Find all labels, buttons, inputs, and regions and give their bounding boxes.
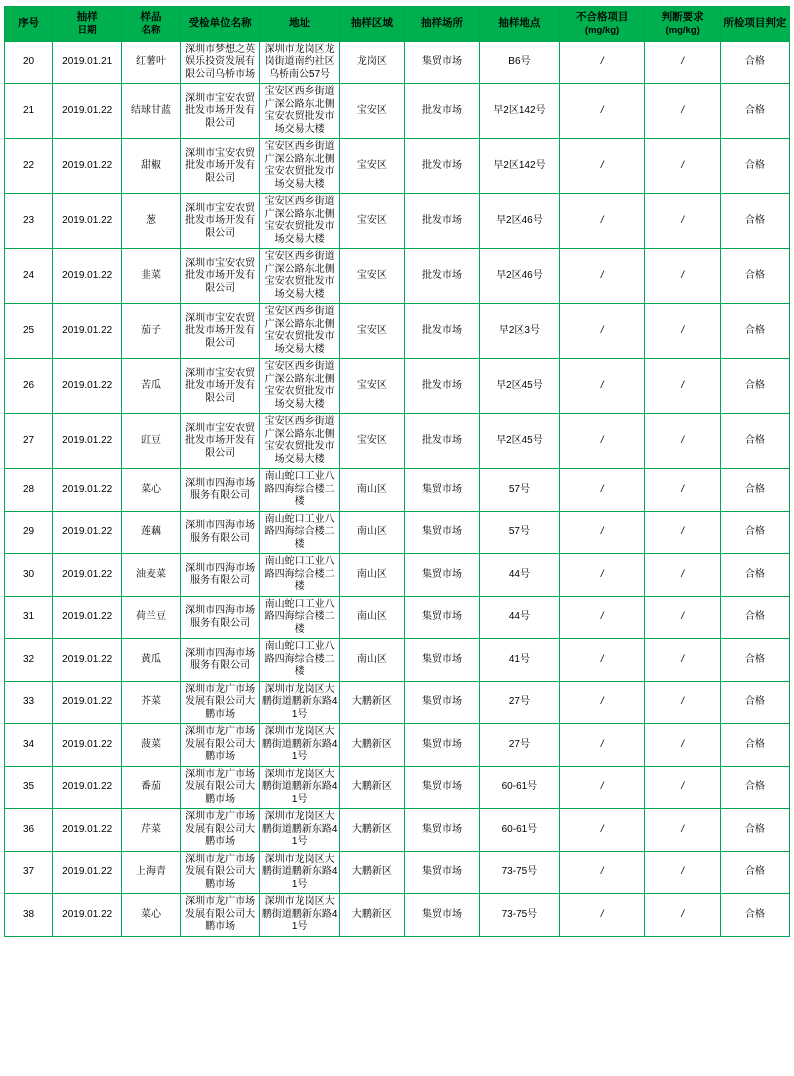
cell-spot: 57号	[480, 511, 560, 554]
cell-place: 集贸市场	[404, 554, 479, 597]
cell-place: 批发市场	[404, 304, 479, 359]
cell-sample-name: 豇豆	[122, 414, 181, 469]
cell-sample-name: 葱	[122, 194, 181, 249]
cell-spot: 60-61号	[480, 809, 560, 852]
cell-verdict: 合格	[720, 359, 789, 414]
cell-unit: 深圳市宝安农贸批发市场开发有限公司	[180, 84, 260, 139]
cell-area: 宝安区	[339, 84, 404, 139]
cell-sampling-date: 2019.01.22	[53, 596, 122, 639]
cell-area: 南山区	[339, 469, 404, 512]
cell-address: 宝安区西乡街道广深公路东北侧宝安农贸批发市场交易大楼	[260, 139, 340, 194]
cell-address: 南山蛇口工业八路四海综合楼二楼	[260, 554, 340, 597]
col-header-place	[404, 7, 479, 42]
cell-sampling-date: 2019.01.22	[53, 194, 122, 249]
col-header-sampling-date-main: 抽样	[76, 11, 98, 23]
cell-address: 深圳市龙岗区大鹏街道鹏新东路41号	[260, 894, 340, 937]
cell-area: 大鹏新区	[339, 681, 404, 724]
cell-failed-item: /	[559, 139, 645, 194]
cell-spot: 73-75号	[480, 894, 560, 937]
cell-area: 南山区	[339, 554, 404, 597]
col-header-area-main: 抽样区域	[350, 17, 393, 30]
cell-sampling-date: 2019.01.22	[53, 639, 122, 682]
header-row	[5, 7, 790, 42]
cell-sample-name: 芹菜	[122, 809, 181, 852]
cell-spot: 60-61号	[480, 766, 560, 809]
cell-unit: 深圳市龙广市场发展有限公司大鹏市场	[180, 766, 260, 809]
table-row	[5, 894, 790, 937]
cell-failed-item: /	[559, 84, 645, 139]
cell-sampling-date: 2019.01.22	[53, 469, 122, 512]
cell-verdict: 合格	[720, 809, 789, 852]
cell-index: 35	[5, 766, 53, 809]
cell-sample-name: 黄瓜	[122, 639, 181, 682]
cell-requirement: /	[645, 194, 720, 249]
cell-spot: 早2区45号	[480, 414, 560, 469]
cell-requirement: /	[645, 639, 720, 682]
table-row	[5, 304, 790, 359]
cell-spot: 73-75号	[480, 851, 560, 894]
cell-requirement: /	[645, 511, 720, 554]
cell-sample-name: 番茄	[122, 766, 181, 809]
cell-index: 33	[5, 681, 53, 724]
cell-index: 31	[5, 596, 53, 639]
col-header-requirement-sub: (mg/kg)	[665, 24, 700, 36]
cell-failed-item: /	[559, 766, 645, 809]
cell-index: 21	[5, 84, 53, 139]
cell-sampling-date: 2019.01.22	[53, 139, 122, 194]
cell-sampling-date: 2019.01.22	[53, 809, 122, 852]
cell-verdict: 合格	[720, 894, 789, 937]
cell-index: 23	[5, 194, 53, 249]
cell-place: 集贸市场	[404, 724, 479, 767]
cell-address: 宝安区西乡街道广深公路东北侧宝安农贸批发市场交易大楼	[260, 249, 340, 304]
cell-spot: 早2区45号	[480, 359, 560, 414]
col-header-sampling-date	[53, 7, 122, 42]
cell-unit: 深圳市梦想之英娱乐投资发展有限公司乌桥市场	[180, 41, 260, 84]
cell-sampling-date: 2019.01.22	[53, 249, 122, 304]
col-header-verdict	[720, 7, 789, 42]
table-header	[5, 7, 790, 42]
cell-area: 南山区	[339, 596, 404, 639]
cell-place: 批发市场	[404, 359, 479, 414]
cell-place: 集贸市场	[404, 596, 479, 639]
cell-verdict: 合格	[720, 414, 789, 469]
cell-verdict: 合格	[720, 851, 789, 894]
cell-place: 集贸市场	[404, 681, 479, 724]
cell-spot: 早2区46号	[480, 249, 560, 304]
cell-address: 深圳市龙岗区大鹏街道鹏新东路41号	[260, 851, 340, 894]
cell-requirement: /	[645, 681, 720, 724]
cell-failed-item: /	[559, 554, 645, 597]
cell-index: 28	[5, 469, 53, 512]
col-header-failed-item-sub: (mg/kg)	[584, 24, 620, 36]
cell-verdict: 合格	[720, 41, 789, 84]
cell-address: 宝安区西乡街道广深公路东北侧宝安农贸批发市场交易大楼	[260, 84, 340, 139]
col-header-sample-name	[122, 7, 181, 42]
cell-address: 宝安区西乡街道广深公路东北侧宝安农贸批发市场交易大楼	[260, 414, 340, 469]
cell-requirement: /	[645, 851, 720, 894]
col-header-requirement	[645, 7, 720, 42]
cell-area: 宝安区	[339, 359, 404, 414]
cell-place: 集贸市场	[404, 809, 479, 852]
table-row	[5, 84, 790, 139]
col-header-unit	[180, 7, 260, 42]
cell-address: 深圳市龙岗区大鹏街道鹏新东路41号	[260, 766, 340, 809]
table-body	[5, 41, 790, 936]
cell-unit: 深圳市宝安农贸批发市场开发有限公司	[180, 194, 260, 249]
cell-sample-name: 韭菜	[122, 249, 181, 304]
table-row	[5, 639, 790, 682]
table-row	[5, 359, 790, 414]
cell-requirement: /	[645, 554, 720, 597]
cell-place: 集贸市场	[404, 894, 479, 937]
col-header-spot-main: 抽样地点	[498, 17, 541, 30]
cell-unit: 深圳市宝安农贸批发市场开发有限公司	[180, 304, 260, 359]
cell-area: 大鹏新区	[339, 851, 404, 894]
cell-address: 深圳市龙岗区龙岗街道南约社区乌桥南公57号	[260, 41, 340, 84]
cell-sampling-date: 2019.01.22	[53, 359, 122, 414]
col-header-spot	[480, 7, 560, 42]
cell-area: 南山区	[339, 511, 404, 554]
cell-place: 集贸市场	[404, 639, 479, 682]
col-header-requirement-main: 判断要求	[661, 11, 704, 23]
cell-place: 批发市场	[404, 84, 479, 139]
cell-index: 29	[5, 511, 53, 554]
cell-unit: 深圳市龙广市场发展有限公司大鹏市场	[180, 681, 260, 724]
cell-sampling-date: 2019.01.22	[53, 894, 122, 937]
cell-index: 25	[5, 304, 53, 359]
cell-spot: 27号	[480, 724, 560, 767]
cell-unit: 深圳市四海市场服务有限公司	[180, 469, 260, 512]
cell-area: 宝安区	[339, 194, 404, 249]
cell-failed-item: /	[559, 414, 645, 469]
cell-verdict: 合格	[720, 194, 789, 249]
cell-requirement: /	[645, 304, 720, 359]
cell-unit: 深圳市四海市场服务有限公司	[180, 596, 260, 639]
cell-requirement: /	[645, 596, 720, 639]
cell-verdict: 合格	[720, 596, 789, 639]
cell-sampling-date: 2019.01.22	[53, 851, 122, 894]
cell-index: 32	[5, 639, 53, 682]
cell-requirement: /	[645, 359, 720, 414]
col-header-failed-item-main: 不合格项目	[575, 11, 629, 23]
cell-spot: 早2区3号	[480, 304, 560, 359]
cell-unit: 深圳市龙广市场发展有限公司大鹏市场	[180, 724, 260, 767]
cell-sampling-date: 2019.01.22	[53, 414, 122, 469]
table-row	[5, 414, 790, 469]
cell-sampling-date: 2019.01.22	[53, 681, 122, 724]
cell-place: 批发市场	[404, 249, 479, 304]
cell-sample-name: 上海青	[122, 851, 181, 894]
cell-failed-item: /	[559, 809, 645, 852]
cell-area: 宝安区	[339, 304, 404, 359]
cell-requirement: /	[645, 809, 720, 852]
cell-sample-name: 苦瓜	[122, 359, 181, 414]
cell-unit: 深圳市宝安农贸批发市场开发有限公司	[180, 414, 260, 469]
col-header-index-main: 序号	[18, 17, 40, 30]
cell-sample-name: 结球甘蓝	[122, 84, 181, 139]
cell-requirement: /	[645, 894, 720, 937]
cell-place: 批发市场	[404, 194, 479, 249]
cell-index: 27	[5, 414, 53, 469]
col-header-failed-item	[559, 7, 645, 42]
cell-spot: 早2区142号	[480, 139, 560, 194]
cell-spot: 27号	[480, 681, 560, 724]
table-row	[5, 41, 790, 84]
cell-index: 20	[5, 41, 53, 84]
cell-verdict: 合格	[720, 469, 789, 512]
cell-area: 宝安区	[339, 414, 404, 469]
cell-place: 集贸市场	[404, 41, 479, 84]
table-row	[5, 681, 790, 724]
cell-place: 批发市场	[404, 414, 479, 469]
table-row	[5, 724, 790, 767]
cell-sample-name: 芥菜	[122, 681, 181, 724]
cell-area: 大鹏新区	[339, 809, 404, 852]
cell-sampling-date: 2019.01.22	[53, 511, 122, 554]
cell-index: 30	[5, 554, 53, 597]
cell-index: 34	[5, 724, 53, 767]
table-row	[5, 249, 790, 304]
cell-verdict: 合格	[720, 724, 789, 767]
cell-spot: 44号	[480, 596, 560, 639]
cell-sample-name: 红薯叶	[122, 41, 181, 84]
cell-index: 38	[5, 894, 53, 937]
table-row	[5, 139, 790, 194]
cell-verdict: 合格	[720, 766, 789, 809]
cell-verdict: 合格	[720, 249, 789, 304]
cell-place: 批发市场	[404, 139, 479, 194]
cell-verdict: 合格	[720, 84, 789, 139]
table-row	[5, 194, 790, 249]
table-row	[5, 766, 790, 809]
table-row	[5, 511, 790, 554]
cell-failed-item: /	[559, 41, 645, 84]
cell-unit: 深圳市四海市场服务有限公司	[180, 639, 260, 682]
cell-spot: B6号	[480, 41, 560, 84]
cell-index: 26	[5, 359, 53, 414]
cell-place: 集贸市场	[404, 766, 479, 809]
cell-area: 宝安区	[339, 249, 404, 304]
cell-verdict: 合格	[720, 304, 789, 359]
cell-sampling-date: 2019.01.22	[53, 724, 122, 767]
cell-verdict: 合格	[720, 554, 789, 597]
col-header-sample-name-sub: 名称	[141, 24, 161, 36]
cell-requirement: /	[645, 249, 720, 304]
cell-address: 南山蛇口工业八路四海综合楼二楼	[260, 511, 340, 554]
col-header-index	[5, 7, 53, 42]
cell-address: 深圳市龙岗区大鹏街道鹏新东路41号	[260, 681, 340, 724]
cell-sample-name: 茄子	[122, 304, 181, 359]
cell-failed-item: /	[559, 851, 645, 894]
table-row	[5, 596, 790, 639]
cell-failed-item: /	[559, 639, 645, 682]
col-header-sample-name-main: 样品	[140, 11, 162, 23]
cell-sampling-date: 2019.01.22	[53, 304, 122, 359]
col-header-area	[339, 7, 404, 42]
cell-place: 集贸市场	[404, 469, 479, 512]
cell-area: 大鹏新区	[339, 724, 404, 767]
cell-sampling-date: 2019.01.21	[53, 41, 122, 84]
cell-verdict: 合格	[720, 681, 789, 724]
cell-address: 宝安区西乡街道广深公路东北侧宝安农贸批发市场交易大楼	[260, 194, 340, 249]
cell-sampling-date: 2019.01.22	[53, 766, 122, 809]
cell-failed-item: /	[559, 249, 645, 304]
table-row	[5, 554, 790, 597]
cell-spot: 早2区142号	[480, 84, 560, 139]
cell-failed-item: /	[559, 359, 645, 414]
cell-spot: 早2区46号	[480, 194, 560, 249]
cell-place: 集贸市场	[404, 851, 479, 894]
cell-unit: 深圳市龙广市场发展有限公司大鹏市场	[180, 809, 260, 852]
col-header-verdict-main: 所检项目判定	[723, 17, 787, 30]
cell-index: 37	[5, 851, 53, 894]
col-header-place-main: 抽样场所	[420, 17, 463, 30]
cell-sample-name: 菜心	[122, 469, 181, 512]
cell-requirement: /	[645, 724, 720, 767]
table-row	[5, 809, 790, 852]
cell-unit: 深圳市龙广市场发展有限公司大鹏市场	[180, 851, 260, 894]
cell-verdict: 合格	[720, 639, 789, 682]
cell-sample-name: 莲藕	[122, 511, 181, 554]
cell-area: 南山区	[339, 639, 404, 682]
cell-failed-item: /	[559, 724, 645, 767]
cell-unit: 深圳市四海市场服务有限公司	[180, 511, 260, 554]
cell-address: 南山蛇口工业八路四海综合楼二楼	[260, 469, 340, 512]
cell-place: 集贸市场	[404, 511, 479, 554]
cell-sample-name: 菜心	[122, 894, 181, 937]
cell-unit: 深圳市宝安农贸批发市场开发有限公司	[180, 139, 260, 194]
cell-sample-name: 菠菜	[122, 724, 181, 767]
cell-address: 宝安区西乡街道广深公路东北侧宝安农贸批发市场交易大楼	[260, 359, 340, 414]
cell-failed-item: /	[559, 511, 645, 554]
cell-sample-name: 荷兰豆	[122, 596, 181, 639]
cell-sample-name: 甜椒	[122, 139, 181, 194]
table-row	[5, 851, 790, 894]
cell-sampling-date: 2019.01.22	[53, 554, 122, 597]
cell-area: 大鹏新区	[339, 766, 404, 809]
cell-address: 南山蛇口工业八路四海综合楼二楼	[260, 639, 340, 682]
cell-index: 22	[5, 139, 53, 194]
cell-requirement: /	[645, 41, 720, 84]
cell-index: 36	[5, 809, 53, 852]
cell-requirement: /	[645, 139, 720, 194]
cell-requirement: /	[645, 84, 720, 139]
cell-spot: 57号	[480, 469, 560, 512]
cell-unit: 深圳市宝安农贸批发市场开发有限公司	[180, 359, 260, 414]
cell-area: 龙岗区	[339, 41, 404, 84]
cell-spot: 44号	[480, 554, 560, 597]
cell-failed-item: /	[559, 304, 645, 359]
cell-unit: 深圳市龙广市场发展有限公司大鹏市场	[180, 894, 260, 937]
inspection-results-table	[4, 6, 790, 937]
cell-verdict: 合格	[720, 511, 789, 554]
cell-failed-item: /	[559, 194, 645, 249]
cell-unit: 深圳市宝安农贸批发市场开发有限公司	[180, 249, 260, 304]
col-header-address	[260, 7, 340, 42]
cell-address: 深圳市龙岗区大鹏街道鹏新东路41号	[260, 724, 340, 767]
cell-sample-name: 油麦菜	[122, 554, 181, 597]
cell-spot: 41号	[480, 639, 560, 682]
cell-address: 深圳市龙岗区大鹏街道鹏新东路41号	[260, 809, 340, 852]
cell-failed-item: /	[559, 894, 645, 937]
cell-failed-item: /	[559, 469, 645, 512]
cell-verdict: 合格	[720, 139, 789, 194]
cell-area: 大鹏新区	[339, 894, 404, 937]
cell-requirement: /	[645, 414, 720, 469]
cell-address: 南山蛇口工业八路四海综合楼二楼	[260, 596, 340, 639]
cell-index: 24	[5, 249, 53, 304]
cell-requirement: /	[645, 469, 720, 512]
table-row	[5, 469, 790, 512]
cell-sampling-date: 2019.01.22	[53, 84, 122, 139]
col-header-unit-main: 受检单位名称	[188, 17, 252, 30]
cell-address: 宝安区西乡街道广深公路东北侧宝安农贸批发市场交易大楼	[260, 304, 340, 359]
cell-unit: 深圳市四海市场服务有限公司	[180, 554, 260, 597]
col-header-sampling-date-sub: 日期	[77, 24, 97, 36]
cell-area: 宝安区	[339, 139, 404, 194]
cell-failed-item: /	[559, 596, 645, 639]
cell-failed-item: /	[559, 681, 645, 724]
col-header-address-main: 地址	[289, 17, 311, 30]
cell-requirement: /	[645, 766, 720, 809]
